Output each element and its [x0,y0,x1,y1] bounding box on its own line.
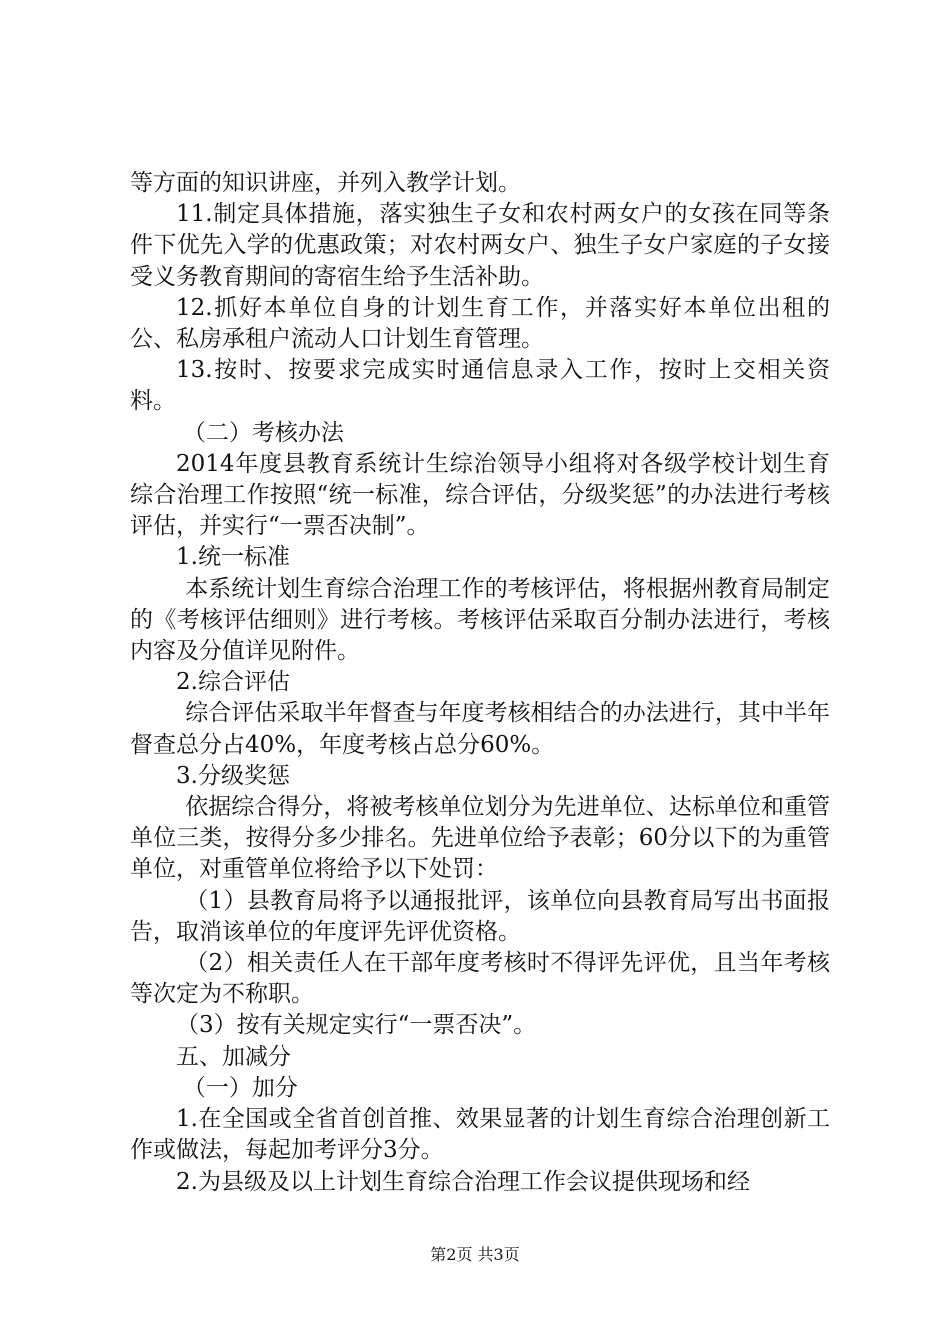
subsection-heading: 1.统一标准 [176,544,290,571]
paragraph: 综合评估采取半年督查与年度考核相结合的办法进行，其中半年督查总分占40%，年度考核占总分60%。 [130,700,830,758]
paragraph: 依据综合得分，将被考核单位划分为先进单位、达标单位和重管单位三类，按得分多少排名。先进单位给予表彰；60分以下的为重管单位，对重管单位将给予以下处罚： [130,794,830,883]
section-heading: （二）考核办法 [182,419,344,446]
paragraph: 等方面的知识讲座，并列入教学计划。 [130,170,521,196]
section-heading: 五、加减分 [176,1043,291,1070]
subsection-heading: 3.分级奖惩 [176,762,290,789]
paragraph: 11.制定具体措施，落实独生子女和农村两女户的女孩在同等条件下优先入学的优惠政策；对农村两女户、独生子女户家庭的子女接受义务教育期间的寄宿生给予生活补助。 [130,201,830,290]
paragraph: （2）相关责任人在干部年度考核时不得评先评优，且当年考核等次定为不称职。 [130,950,830,1008]
paragraph: 2.为县级及以上计划生育综合治理工作会议提供现场和经 [176,1168,750,1195]
paragraph: （1）县教育局将予以通报批评，该单位向县教育局写出书面报告，取消该单位的年度评先评优资格。 [130,887,830,945]
page-number-label: 第2页 共3页 [430,1245,520,1264]
paragraph: 2014年度县教育系统计生综治领导小组将对各级学校计划生育综合治理工作按照“统一标准，综合评估，分级奖惩”的办法进行考核评估，并实行“一票否决制”。 [130,450,830,540]
document-body [130,168,830,1198]
subsection-heading: 2.综合评估 [176,669,290,696]
paragraph: 12.抓好本单位自身的计划生育工作，并落实好本单位出租的公、私房承租户流动人口计划生育管理。 [130,294,830,353]
page-footer [0,1242,950,1265]
paragraph: 1.在全国或全省首创首推、效果显著的计划生育综合治理创新工作或做法，每起加考评分3分。 [130,1106,830,1164]
paragraph: 13.按时、按要求完成实时通信息录入工作，按时上交相关资料。 [130,357,830,415]
paragraph: 本系统计划生育综合治理工作的考核评估，将根据州教育局制定的《考核评估细则》进行考核。考核评估采取百分制办法进行，考核内容及分值详见附件。 [130,575,830,665]
section-heading: （一）加分 [182,1074,298,1101]
paragraph: （3）按有关规定实行“一票否决”。 [176,1012,537,1039]
